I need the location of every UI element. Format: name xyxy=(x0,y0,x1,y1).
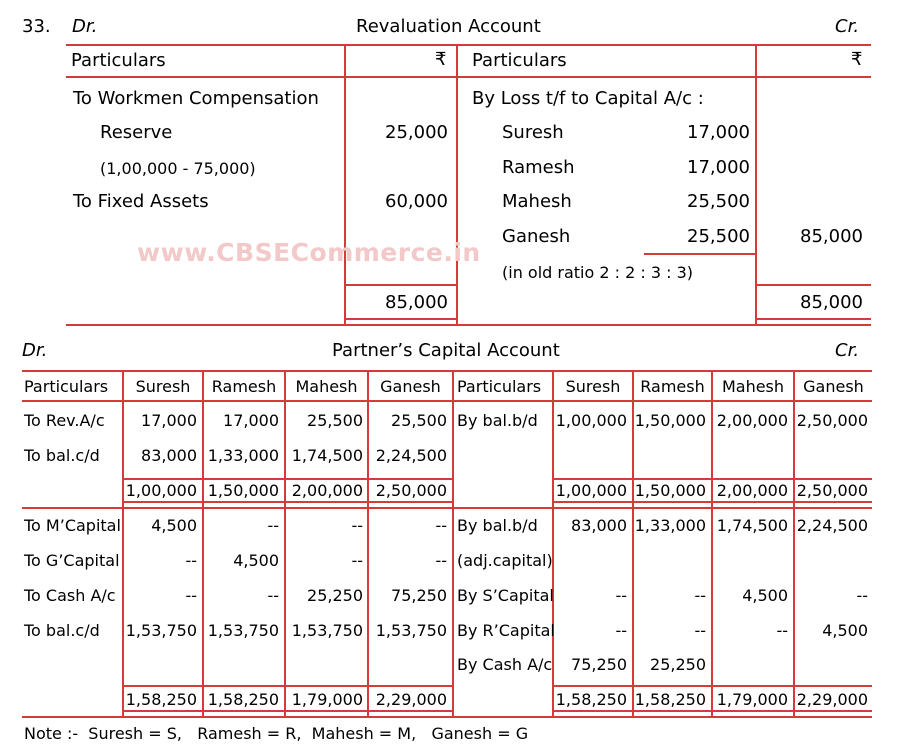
capital-total-cell: 1,58,250 xyxy=(207,690,279,709)
capital-cell: -- xyxy=(351,551,363,570)
reval-dr-total: 85,000 xyxy=(385,292,448,313)
capital-mid-rule xyxy=(22,507,872,509)
capital-cell: -- xyxy=(435,516,447,535)
capital-row-label: To G’Capital xyxy=(24,551,120,570)
capital-row-label: By R’Capital xyxy=(457,621,555,640)
capital-dr-total-rule xyxy=(122,685,452,687)
capital-cell: -- xyxy=(185,551,197,570)
capital-subtotal-cell: 1,50,000 xyxy=(207,481,279,500)
capital-header-rule xyxy=(22,400,872,402)
reval-partner-name: Mahesh xyxy=(502,191,572,212)
capital-cell: -- xyxy=(185,586,197,605)
capital-cr-header: Mahesh xyxy=(721,377,785,396)
capital-cell: 4,500 xyxy=(151,516,197,535)
reval-ratio-note: (in old ratio 2 : 2 : 3 : 3) xyxy=(502,263,694,282)
capital-cell: 2,50,000 xyxy=(796,411,868,430)
capital-cell: 1,53,750 xyxy=(207,621,279,640)
capital-cr-header: Ramesh xyxy=(640,377,705,396)
reval-cr-amount-header: ₹ xyxy=(851,49,863,70)
capital-subtotal-cell: 1,00,000 xyxy=(555,481,627,500)
capital-cell: 2,24,500 xyxy=(796,516,868,535)
capital-row-label: By bal.b/d xyxy=(457,411,538,430)
watermark: www.CBSECommerce.in xyxy=(137,238,481,267)
capital-row-label: By Cash A/c xyxy=(457,655,553,674)
capital-dr-label: Dr. xyxy=(22,340,48,361)
reval-partner-amount: 17,000 xyxy=(687,157,750,178)
capital-row-label: By bal.b/d xyxy=(457,516,538,535)
capital-cell: 1,00,000 xyxy=(555,411,627,430)
capital-cell: -- xyxy=(856,586,868,605)
reval-fixed-assets-amount: 60,000 xyxy=(385,191,448,212)
capital-dr-header: Suresh xyxy=(135,377,191,396)
capital-subtotal-cell: 2,50,000 xyxy=(796,481,868,500)
capital-row-label: To Rev.A/c xyxy=(24,411,105,430)
problem-number: 33. xyxy=(22,16,51,37)
reval-loss-subtotal-rule xyxy=(644,253,756,255)
capital-top-rule xyxy=(22,370,872,372)
capital-total-cell: 1,79,000 xyxy=(291,690,363,709)
capital-dr-subtotal-rule xyxy=(122,478,452,480)
capital-cell: 4,500 xyxy=(233,551,279,570)
reval-cr-total: 85,000 xyxy=(800,292,863,313)
capital-cr-header: Particulars xyxy=(457,377,542,396)
capital-cell: 1,33,000 xyxy=(634,516,706,535)
reval-fixed-assets: To Fixed Assets xyxy=(73,191,209,212)
reval-workmen-line1: To Workmen Compensation xyxy=(73,88,319,109)
capital-total-cell: 1,58,250 xyxy=(555,690,627,709)
capital-cell: -- xyxy=(435,551,447,570)
capital-row-label: To bal.c/d xyxy=(24,621,100,640)
capital-subtotal-cell: 2,00,000 xyxy=(291,481,363,500)
capital-cell: 25,250 xyxy=(307,586,363,605)
capital-cell: 75,250 xyxy=(571,655,627,674)
capital-cell: 83,000 xyxy=(571,516,627,535)
capital-total-cell: 1,58,250 xyxy=(125,690,197,709)
capital-total-cell: 1,79,000 xyxy=(716,690,788,709)
capital-row-label: To M’Capital xyxy=(24,516,121,535)
capital-row-label: By S’Capital xyxy=(457,586,554,605)
reval-dr-total-rule xyxy=(344,284,458,286)
reval-dr-label: Dr. xyxy=(72,16,98,37)
reval-cr-double-rule-a xyxy=(755,318,871,320)
capital-total-cell: 2,29,000 xyxy=(796,690,868,709)
capital-cr-label: Cr. xyxy=(835,340,860,361)
capital-dr-subtotal-double-a xyxy=(122,501,452,503)
reval-partner-amount: 25,500 xyxy=(687,191,750,212)
reval-bottom-rule xyxy=(66,324,871,326)
capital-cell: -- xyxy=(776,621,788,640)
reval-cr-label: Cr. xyxy=(835,16,860,37)
reval-cr-total-rule xyxy=(755,284,871,286)
reval-title: Revaluation Account xyxy=(356,16,541,37)
reval-partner-name: Ganesh xyxy=(502,226,571,247)
capital-cell: 1,53,750 xyxy=(375,621,447,640)
capital-cell: 25,500 xyxy=(391,411,447,430)
capital-row-label: To Cash A/c xyxy=(24,586,116,605)
capital-dr-header: Mahesh xyxy=(295,377,358,396)
capital-cell: 2,00,000 xyxy=(716,411,788,430)
capital-title: Partner’s Capital Account xyxy=(332,340,560,361)
capital-cr-header: Suresh xyxy=(565,377,621,396)
reval-cr-particulars-header: Particulars xyxy=(472,50,567,71)
capital-cell: 17,000 xyxy=(223,411,279,430)
capital-cell: 25,500 xyxy=(307,411,363,430)
capital-dr-header: Ramesh xyxy=(211,377,277,396)
capital-cell: -- xyxy=(615,621,627,640)
capital-total-cell: 2,29,000 xyxy=(375,690,447,709)
capital-cell: -- xyxy=(694,586,706,605)
capital-cell: -- xyxy=(267,516,279,535)
capital-cell: -- xyxy=(351,516,363,535)
abbreviation-note: Note :- Suresh = S, Ramesh = R, Mahesh = M, Ganesh = G xyxy=(24,724,529,743)
capital-cell: 17,000 xyxy=(141,411,197,430)
capital-bottom-rule xyxy=(22,716,872,718)
capital-cell: 2,24,500 xyxy=(375,446,447,465)
reval-workmen-amount: 25,000 xyxy=(385,122,448,143)
capital-cell: 1,74,500 xyxy=(291,446,363,465)
reval-partner-name: Ramesh xyxy=(502,157,575,178)
reval-dr-particulars-header: Particulars xyxy=(71,50,166,71)
capital-subtotal-cell: 2,50,000 xyxy=(375,481,447,500)
capital-cell: -- xyxy=(267,586,279,605)
reval-top-rule xyxy=(66,44,871,46)
capital-cell: 4,500 xyxy=(822,621,868,640)
reval-workmen-note: (1,00,000 - 75,000) xyxy=(100,159,256,178)
capital-cell: 1,74,500 xyxy=(716,516,788,535)
reval-dr-amount-header: ₹ xyxy=(435,49,447,70)
capital-cell: 25,250 xyxy=(650,655,706,674)
capital-row-label: To bal.c/d xyxy=(24,446,100,465)
capital-row-label: (adj.capital) xyxy=(457,551,553,570)
capital-dr-total-double-a xyxy=(122,710,452,712)
capital-cell: 75,250 xyxy=(391,586,447,605)
capital-cell: 4,500 xyxy=(742,586,788,605)
capital-cell: 1,53,750 xyxy=(125,621,197,640)
capital-cell: 1,53,750 xyxy=(291,621,363,640)
capital-subtotal-cell: 1,50,000 xyxy=(634,481,706,500)
capital-subtotal-cell: 2,00,000 xyxy=(716,481,788,500)
reval-loss-total: 85,000 xyxy=(800,226,863,247)
capital-cell: -- xyxy=(615,586,627,605)
capital-cell: 83,000 xyxy=(141,446,197,465)
capital-dr-header: Particulars xyxy=(24,377,109,396)
reval-partner-amount: 17,000 xyxy=(687,122,750,143)
capital-col-divider xyxy=(452,370,454,718)
capital-total-cell: 1,58,250 xyxy=(634,690,706,709)
capital-cell: 1,50,000 xyxy=(634,411,706,430)
capital-cr-header: Ganesh xyxy=(803,377,864,396)
reval-loss-heading: By Loss t/f to Capital A/c : xyxy=(472,88,704,109)
capital-subtotal-cell: 1,00,000 xyxy=(125,481,197,500)
capital-cell: -- xyxy=(694,621,706,640)
capital-cell: 1,33,000 xyxy=(207,446,279,465)
reval-workmen-line2: Reserve xyxy=(100,122,173,143)
reval-header-rule xyxy=(66,76,871,78)
reval-partner-name: Suresh xyxy=(502,122,564,143)
reval-partner-amount: 25,500 xyxy=(687,226,750,247)
capital-dr-header: Ganesh xyxy=(380,377,441,396)
reval-dr-double-rule-a xyxy=(344,318,458,320)
